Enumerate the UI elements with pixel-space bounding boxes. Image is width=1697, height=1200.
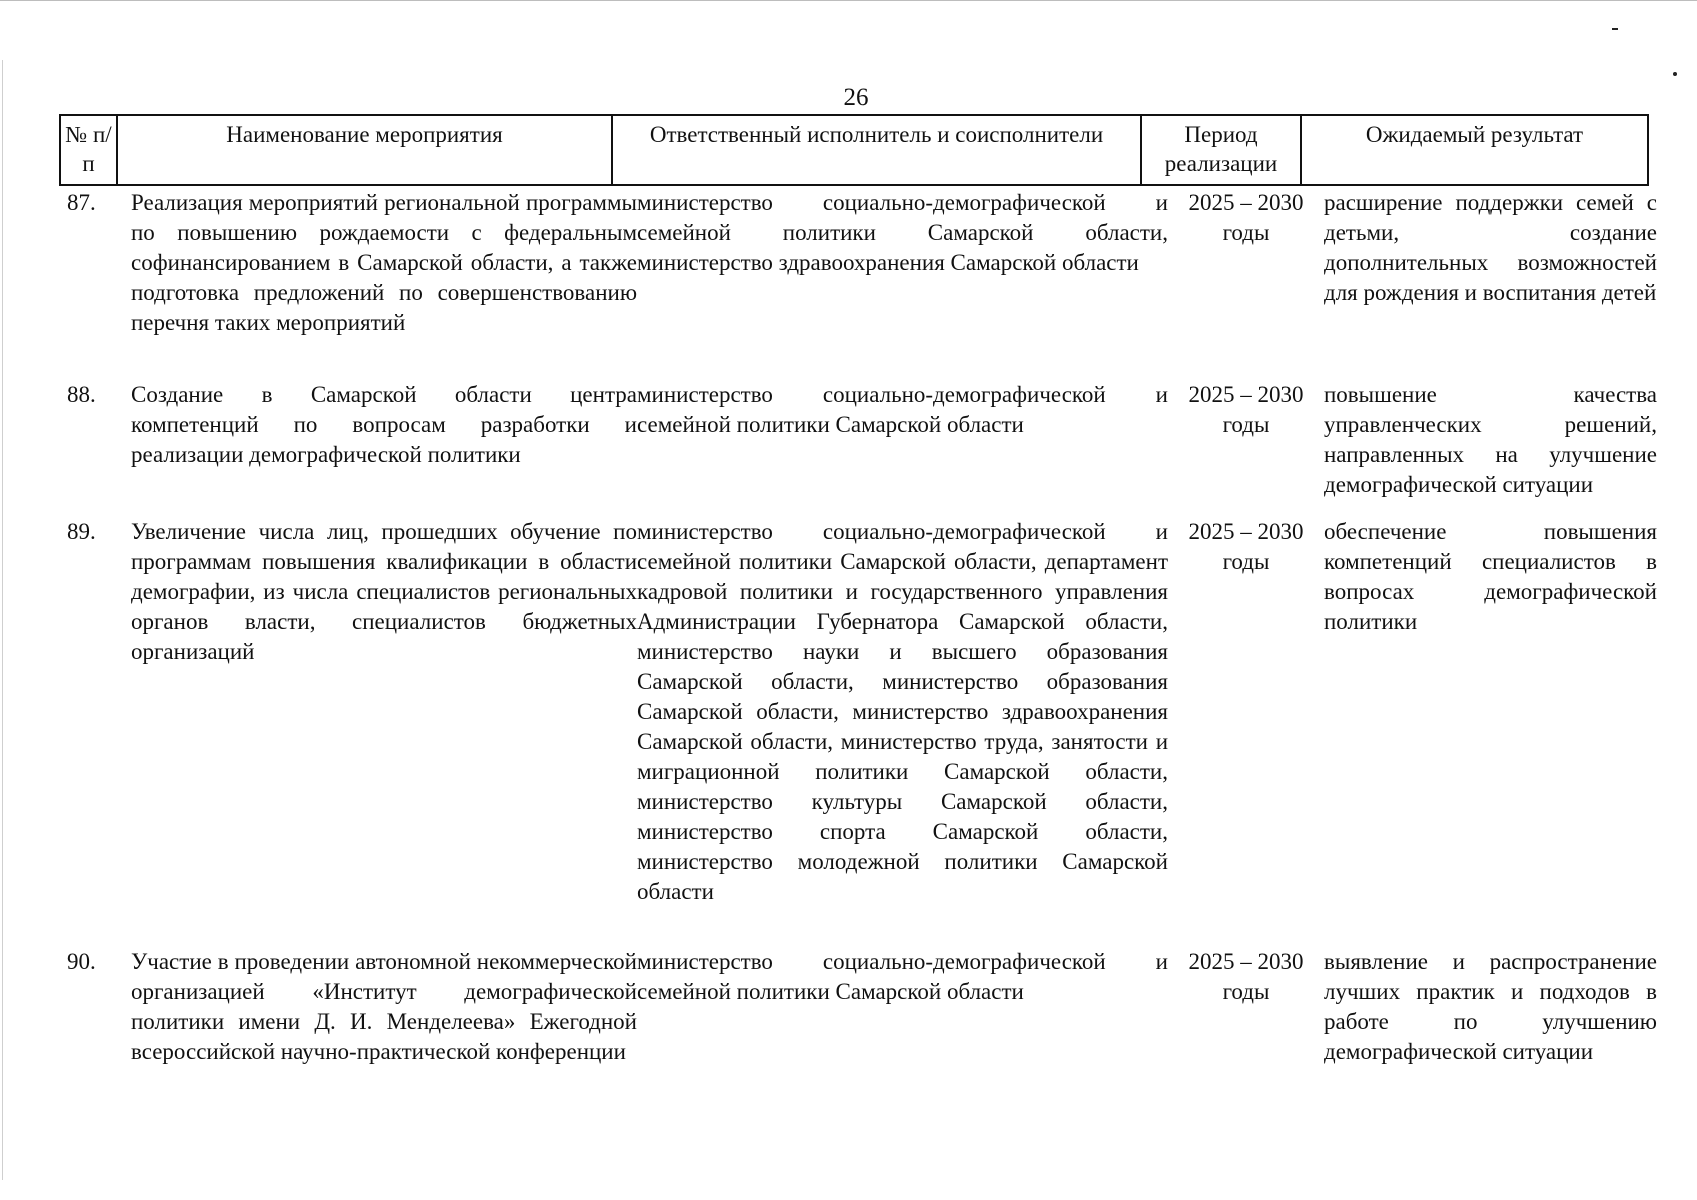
- row-number: 90.: [67, 949, 96, 974]
- scan-speck: [1673, 72, 1677, 76]
- row-executor: министерство социально-демографической и семейной политики Самарской области: [637, 382, 1168, 437]
- row-executor: министерство социально-демографической и семейной политики Самарской области: [637, 949, 1168, 1004]
- row-period: 2025 – 2030 годы: [1188, 519, 1304, 574]
- row-executor: министерство социально-демографической и семейной политики Самарской области, министерство здравоохранения Самарской области: [637, 190, 1168, 275]
- table-row: [59, 517, 1659, 907]
- header-executor: Ответственный исполнитель и соисполнители: [613, 116, 1142, 184]
- header-name: Наименование мероприятия: [118, 116, 613, 184]
- row-period: 2025 – 2030 годы: [1188, 382, 1304, 437]
- table-header: [59, 114, 1649, 186]
- header-num: № п/п: [61, 116, 118, 184]
- row-activity-name: Создание в Самарской области центра компетенций по вопросам разработки и реализации демографической политики: [131, 382, 637, 467]
- row-result: выявление и распространение лучших практик и подходов в работе по улучшению демографической ситуации: [1324, 949, 1657, 1064]
- row-activity-name: Участие в проведении автономной некоммерческой организацией «Институт демографической политики имени Д. И. Менделеева» Ежегодной всероссийской научно-практической конференции: [131, 949, 637, 1064]
- table-row: [59, 380, 1659, 500]
- scan-speck: [1612, 28, 1618, 30]
- table-row: [59, 947, 1659, 1067]
- row-number: 88.: [67, 382, 96, 407]
- row-number: 89.: [67, 519, 96, 544]
- row-activity-name: Увеличение числа лиц, прошедших обучение по программам повышения квалификации в области демографии, из числа специалистов региональных органов власти, специалистов бюджетных организаций: [131, 519, 637, 664]
- row-result: повышение качества управленческих решений, направленных на улучшение демографической ситуации: [1324, 382, 1657, 497]
- table-row: [59, 188, 1659, 338]
- row-period: 2025 – 2030 годы: [1188, 949, 1304, 1004]
- row-result: расширение поддержки семей с детьми, создание дополнительных возможностей для рождения и воспитания детей: [1324, 190, 1657, 305]
- row-period: 2025 – 2030 годы: [1188, 190, 1304, 245]
- row-number: 87.: [67, 190, 96, 215]
- page-number: 26: [843, 84, 869, 111]
- scan-edge-top: [0, 0, 1697, 1]
- header-period: Период реализации: [1142, 116, 1302, 184]
- header-result: Ожидаемый результат: [1365, 122, 1584, 147]
- row-executor: министерство социально-демографической и семейной политики Самарской области, департамент кадровой политики и государственного управления Администрации Губернатора Самарской области, министерство науки и высшего образования Самарской области, министерство образования Самарской области, министерство здравоохранения Самарской области, министерство труда, занятости и миграционной политики Самарской области, министерство культуры Самарской области, министерство спорта Самарской области, министерство молодежной политики Самарской области: [637, 519, 1168, 904]
- row-result: обеспечение повышения компетенций специалистов в вопросах демографической политики: [1324, 519, 1657, 634]
- row-activity-name: Реализация мероприятий региональной программы по повышению рождаемости с федеральным софинансированием в Самарской области, а также подготовка предложений по совершенствованию перечня таких мероприятий: [131, 190, 637, 335]
- scan-edge-left: [2, 60, 3, 1180]
